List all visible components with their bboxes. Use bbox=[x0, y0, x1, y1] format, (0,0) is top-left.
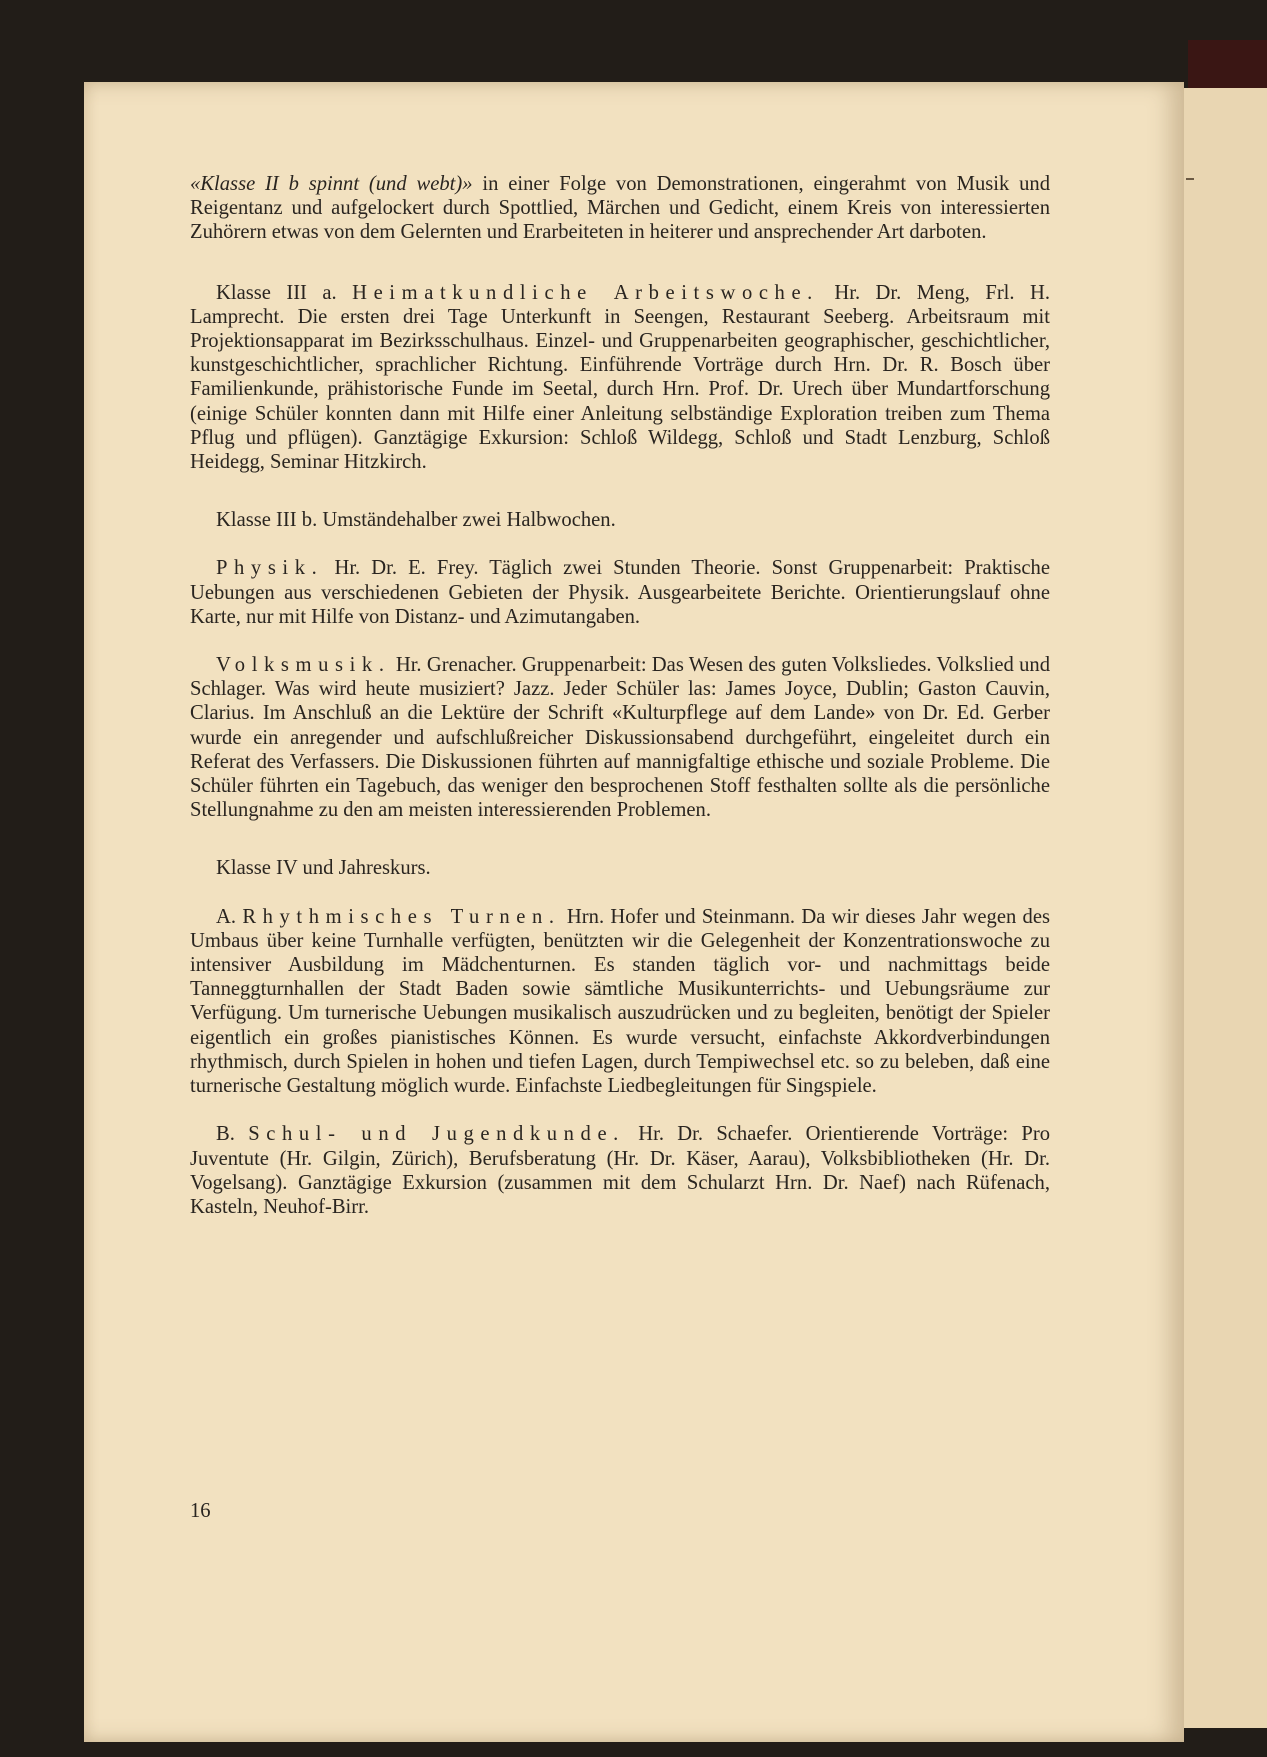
paragraph-lead: B. bbox=[216, 1123, 235, 1146]
paragraph-text: Hr. Dr. E. Frey. Täglich zwei Stunden Theorie. Sonst Gruppenarbeit: Praktische Uebungen aus verschiedenen Gebieten der Physik. Ausgearbeitete Berichte. Orientierungslauf ohne Karte, nur mit Hilfe von Distanz- und Azimutangaben. bbox=[190, 557, 1050, 628]
paragraph-klasse-3a bbox=[190, 281, 1050, 475]
paragraph-spaced-heading: Rhythmisches Turnen. bbox=[242, 905, 561, 928]
paragraph-klasse-4 bbox=[190, 856, 1050, 880]
paragraph-text: Hr. Dr. Schaefer. Orientierende Vorträge: Pro Juventute (Hr. Gilgin, Zürich), Berufsberatung (Hr. Dr. Käser, Aarau), Volksbibliotheken (Hr. Dr. Vogelsang). Ganztägige Exkursion (zusammen mit dem Schularzt Hrn. Dr. Naef) nach Rüfenach, Kasteln, Neuhof-Birr. bbox=[190, 1123, 1050, 1218]
paragraph-physik bbox=[190, 556, 1050, 629]
paragraph-spaced-heading: Schul- und Jugendkunde. bbox=[248, 1123, 625, 1146]
paragraph-text: Klasse III b. Umständehalber zwei Halbwochen. bbox=[216, 509, 616, 532]
paragraph-schul-jugendkunde bbox=[190, 1122, 1050, 1219]
page-number: 16 bbox=[190, 1500, 211, 1522]
paragraph-text: Hrn. Hofer und Steinmann. Da wir dieses Jahr wegen des Umbaus über keine Turnhalle verfügten, benützten wir die Gelegenheit der Konzentrationswoche zu intensiver Ausbildung im Mädchenturnen. Es standen täglich vor- und nachmittags beide Tanneggturnhallen der Stadt Baden sowie sämtliche Musikunterrichts- und Uebungsräume zur Verfügung. Um turnerische Uebungen musikalisch auszudrücken und zu begleiten, benötigt der Spieler eigentlich ein großes pianistisches Können. Es wurde versucht, einfachste Akkordverbindungen rhythmisch, durch Spielen in hohen und tiefen Lagen, durch Tempiwechsel etc. so zu beleben, daß eine turnerische Gestaltung möglich wurde. Einfachste Liedbegleitungen für Singspiele. bbox=[190, 905, 1050, 1098]
paragraph-lead-italic: «Klasse II b spinnt (und webt)» bbox=[190, 173, 473, 195]
paragraph-spaced-heading: Volksmusik. bbox=[216, 654, 391, 677]
paragraph-text: Klasse IV und Jahreskurs. bbox=[216, 857, 431, 880]
paragraph-spaced-heading: Heimatkundliche Arbeitswoche. bbox=[352, 281, 819, 304]
paragraph-text: Hr. Dr. Meng, Frl. H. Lamprecht. Die ersten drei Tage Unterkunft in Seengen, Restaurant Seeberg. Arbeitsraum mit Projektionsapparat im Bezirksschulhaus. Einzel- und Gruppenarbeiten geographischer, geschichtlicher, kunstgeschichtlicher, sprachlicher Richtung. Einführende Vorträge durch Hrn. Dr. R. Bosch über Familienkunde, prähistorische Funde im Seetal, durch Hrn. Prof. Dr. Urech über Mundartforschung (einige Schüler konnten dann mit Hilfe einer Anleitung selbständige Exploration treiben zum Thema Pflug und pflügen). Ganztägige Exkursion: Schloß Wildegg, Schloß und Stadt Lenzburg, Schloß Heidegg, Seminar Hitzkirch. bbox=[190, 281, 1051, 474]
paragraph-spaced-heading: Physik. bbox=[216, 557, 324, 580]
book-spine-edge bbox=[1188, 40, 1267, 90]
paragraph-text: Hr. Grenacher. Gruppenarbeit: Das Wesen des guten Volksliedes. Volkslied und Schlager. Was wird heute musiziert? Jazz. Jeder Schüler las: James Joyce, Dublin; Gaston Cauvin, Clarius. Im Anschluß an die Lektüre der Schrift «Kulturpflege auf dem Lande» von Dr. Ed. Gerber wurde ein anregender und aufschlußreicher Diskussionsabend durchgeführt, eingeleitet durch ein Referat des Verfassers. Die Diskussionen führten auf mannigfaltige ethische und soziale Probleme. Die Schüler führten ein Tagebuch, das weniger den besprochenen Stoff festhalten sollte als die persönliche Stellungnahme zu den am meisten interessierenden Problemen. bbox=[190, 654, 1050, 822]
page-edge-mark bbox=[1186, 178, 1194, 180]
paragraph-text: in einer Folge von Demonstrationen, eingerahmt von Musik und Reigentanz und aufgelockert durch Spottlied, Märchen und Gedicht, einem Kreis von interessierten Zuhörern etwas von dem Gelernten und Erarbeiteten in heiterer und ansprechender Art darboten. bbox=[190, 173, 1050, 244]
paragraph-volksmusik bbox=[190, 653, 1050, 822]
facing-page-edge bbox=[1180, 88, 1267, 1728]
paragraph-klasse-3b bbox=[190, 508, 1050, 532]
paragraph-lead: A. bbox=[216, 905, 237, 928]
paragraph-lead: Klasse III a. bbox=[216, 281, 337, 304]
paragraph-rhythmisches-turnen bbox=[190, 905, 1050, 1099]
paragraph-klasse-2b bbox=[190, 172, 1050, 245]
page-text-body bbox=[190, 172, 1050, 1243]
